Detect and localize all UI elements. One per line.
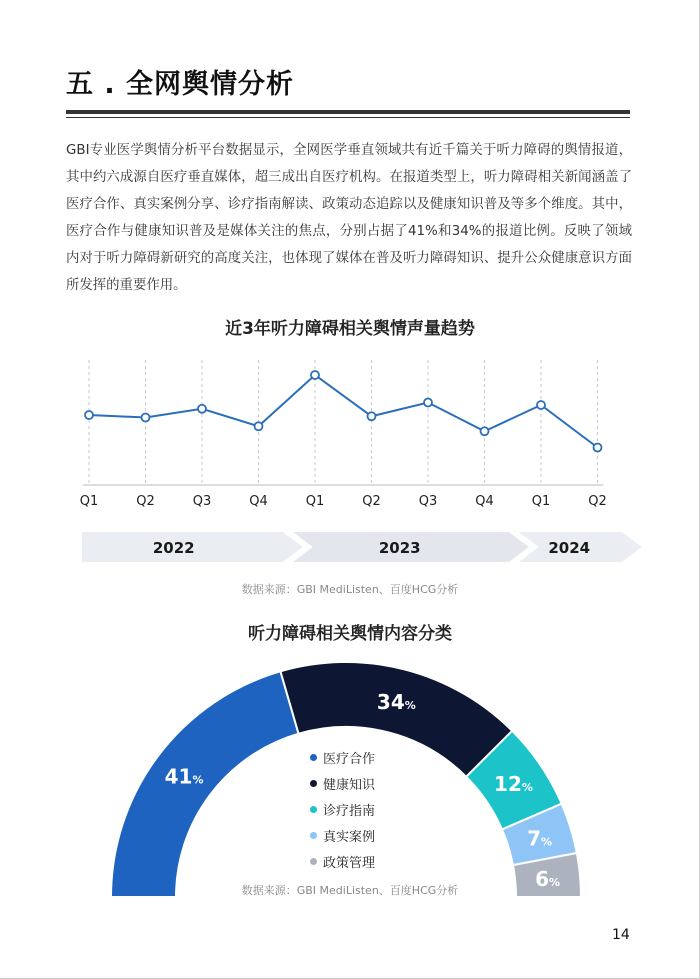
data-point (198, 405, 206, 413)
slice-value-label: 12% (494, 772, 533, 797)
line-chart (0, 345, 700, 585)
legend-item (310, 770, 375, 796)
section-title: 五 . 全网舆情分析 (66, 69, 295, 100)
line-chart-title: 近3年听力障碍相关舆情声量趋势 (225, 319, 475, 339)
legend-item (310, 848, 375, 874)
data-point (481, 427, 489, 435)
slice-value-label: 34% (376, 689, 416, 714)
data-point (368, 412, 376, 420)
line-chart-source: 数据来源：GBI MediListen、百度HCG分析 (241, 583, 459, 596)
legend-dot (310, 754, 317, 761)
legend-dot (310, 832, 317, 839)
x-tick-label: Q3 (418, 494, 438, 509)
donut-legend (310, 744, 375, 874)
data-point (537, 401, 545, 409)
data-point (85, 411, 93, 419)
title-rule-thick (66, 110, 630, 114)
x-tick-label: Q1 (79, 494, 99, 509)
year-label: 2022 (152, 539, 195, 557)
x-tick-label: Q1 (531, 494, 551, 509)
data-point (424, 399, 432, 407)
donut-chart-title: 听力障碍相关舆情内容分类 (248, 624, 452, 644)
data-point (255, 422, 263, 430)
body-paragraph: GBI专业医学舆情分析平台数据显示，全网医学垂直领域共有近千篇关于听力障碍的舆情报道，其中约六成源自医疗垂直媒体，超三成出自医疗机构。在报道类型上，听力障碍相关新闻涵盖了医疗合作、真实案例分享、诊疗指南解读、政策动态追踪以及健康知识普及等多个维度。其中，医疗合作与健康知识普及是媒体关注的焦点，分别占据了41%和34%的报道比例。反映了领域内对于听力障碍新研究的高度关注，也体现了媒体在普及听力障碍知识、提升公众健康意识方面所发挥的重要作用。 (66, 143, 632, 293)
slice-value-label: 7% (527, 826, 553, 851)
x-tick-label: Q4 (249, 494, 268, 509)
legend-dot (310, 806, 317, 813)
donut-slice (111, 671, 299, 897)
donut-chart-source: 数据来源：GBI MediListen、百度HCG分析 (241, 884, 459, 897)
series-line (89, 375, 598, 448)
x-tick-label: Q2 (588, 494, 607, 509)
legend-dot (310, 858, 317, 865)
legend-item (310, 822, 375, 848)
x-tick-label: Q2 (136, 494, 155, 509)
legend-label: 医疗合作 (323, 751, 376, 767)
legend-label: 政策管理 (323, 855, 376, 871)
legend-item (310, 744, 375, 770)
year-label: 2023 (378, 539, 421, 557)
data-point (311, 371, 319, 379)
legend-label: 诊疗指南 (323, 803, 376, 819)
x-tick-label: Q1 (305, 494, 325, 509)
x-tick-label: Q3 (192, 494, 212, 509)
legend-label: 健康知识 (323, 777, 376, 793)
page-number: 14 (612, 927, 630, 943)
x-tick-label: Q4 (475, 494, 494, 509)
year-label: 2024 (548, 539, 591, 557)
legend-label: 真实案例 (323, 829, 376, 845)
data-point (594, 444, 602, 452)
title-rule-thin (66, 117, 630, 118)
slice-value-label: 6% (535, 866, 561, 891)
legend-dot (310, 780, 317, 787)
legend-item (310, 796, 375, 822)
x-tick-label: Q2 (362, 494, 381, 509)
data-point (142, 414, 150, 422)
slice-value-label: 41% (164, 764, 204, 789)
